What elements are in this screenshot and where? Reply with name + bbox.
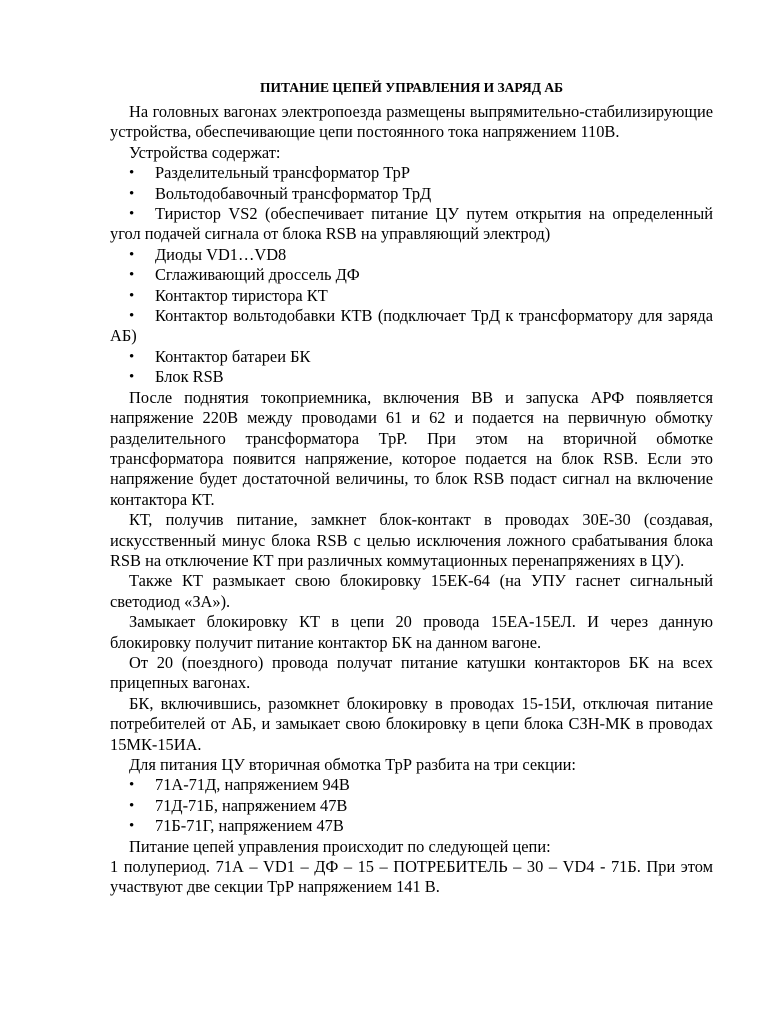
paragraph-bk-switch: БК, включившись, разомкнет блокировку в проводах 15-15И, отключая питание потребителей от АБ, и замыкает свою блокировку в цепи блока СЗН-МК в проводах 15МК-15ИА. [110, 693, 713, 754]
paragraph-half-period: 1 полупериод. 71А – VD1 – ДФ – 15 – ПОТРЕБИТЕЛЬ – 30 – VD4 - 71Б. При этом участвуют две секции ТрР напряжением 141 В. [110, 857, 713, 897]
paragraph-bk-power: Замыкает блокировку КТ в цепи 20 провода 15ЕА-15ЕЛ. И через данную блокировку получит питание контактор БК на данном вагоне. [110, 612, 713, 652]
paragraph-intro: На головных вагонах электропоезда размещены выпрямительно-стабилизирующие устройства, обеспечивающие цепи постоянного тока напряжением 110В. [110, 102, 713, 142]
sections-list [110, 775, 713, 836]
list-item: • 71А-71Д, напряжением 94В [110, 775, 713, 795]
list-item: • Диоды VD1…VD8 [110, 245, 713, 265]
paragraph-circuit-heading: Питание цепей управления происходит по следующей цепи: [129, 836, 551, 856]
list-item: • 71Д-71Б, напряжением 47В [110, 796, 713, 816]
document-title: ПИТАНИЕ ЦЕПЕЙ УПРАВЛЕНИЯ И ЗАРЯД АБ [259, 80, 564, 95]
paragraph-kt-power: КТ, получив питание, замкнет блок-контакт в проводах 30Е-30 (создавая, искусственный минус блока RSB с целью исключения ложного срабатывания блока RSB на отключение КТ при различных коммутационных перенапряжениях в ЦУ). [110, 510, 713, 570]
list-item: • Контактор тиристора КТ [110, 286, 713, 306]
device-list [110, 163, 713, 387]
paragraph-pantograph: После поднятия токоприемника, включения ВВ и запуска АРФ появляется напряжение 220В между проводами 61 и 62 и подается на первичную обмотку разделительного трансформатора ТрР. При этом на вторичной обмотке трансформатора появится напряжение, которое подается на блок RSB. Если это напряжение будет достаточной величины, то блок RSB подаст сигнал на включение контактора КТ. [110, 387, 713, 509]
list-item: • Блок RSB [110, 367, 713, 387]
document-page [110, 78, 713, 898]
paragraph-kt-interlock: Также КТ размыкает свою блокировку 15ЕК-64 (на УПУ гаснет сигнальный светодиод «ЗА»). [110, 571, 713, 611]
list-item: • Разделительный трансформатор ТрР [110, 163, 713, 183]
list-item: • Контактор вольтодобавки КТВ (подключает ТрД к трансформатору для заряда АБ) [110, 306, 713, 347]
list-item: • Вольтодобавочный трансформатор ТрД [110, 184, 713, 204]
list-item: • 71Б-71Г, напряжением 47В [110, 816, 713, 836]
paragraph-sections-heading: Для питания ЦУ вторичная обмотка ТрР разбита на три секции: [129, 755, 576, 774]
list-item: • Контактор батареи БК [110, 347, 713, 367]
paragraph-devices-heading: Устройства содержат: [129, 142, 281, 162]
list-item: • Тиристор VS2 (обеспечивает питание ЦУ путем открытия на определенный угол подачей сигнала от блока RSB на управляющий электрод) [110, 204, 713, 245]
list-item: • Сглаживающий дроссель ДФ [110, 265, 713, 285]
paragraph-trailer-cars: От 20 (поездного) провода получат питание катушки контакторов БК на всех прицепных вагонах. [110, 652, 713, 693]
